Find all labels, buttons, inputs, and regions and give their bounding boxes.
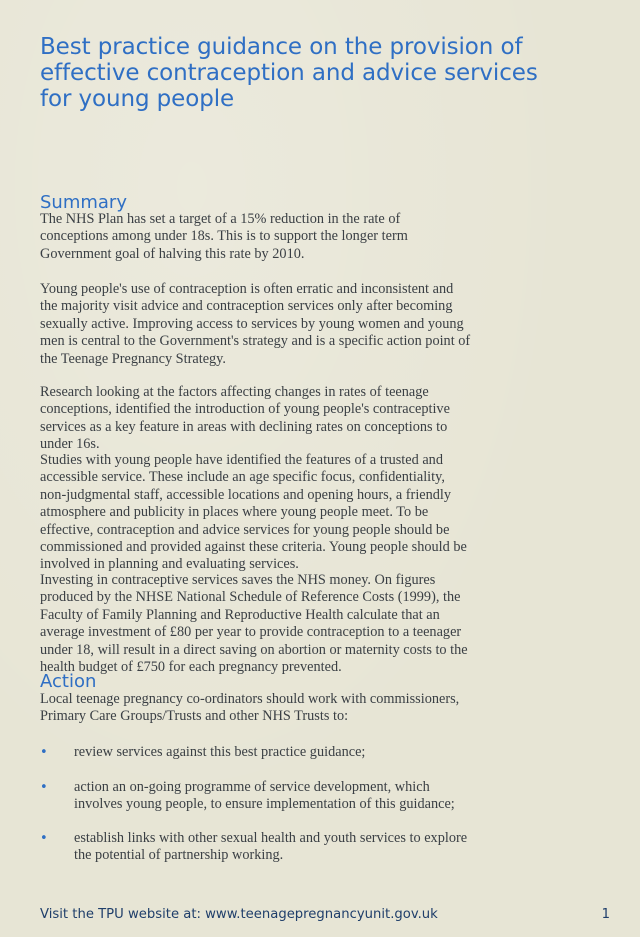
bullet-icon: • <box>40 831 48 846</box>
bullet-text: action an on-going programme of service development, which involves young people, to ensure implementation of this guidance; <box>74 779 455 813</box>
title-line-1: Best practice guidance on the provision of <box>40 34 523 60</box>
summary-paragraph-2: Young people's use of contraception is often erratic and inconsistent and the majority visit advice and contraception services only after becoming sexually active. Improving access to services by young women and young men is central to the Government's strategy and is a specific action point of the Teenage Pregnancy Strategy. <box>40 281 471 367</box>
summary-heading: Summary <box>40 192 127 213</box>
action-bullet-item <box>40 779 480 814</box>
bullet-text: establish links with other sexual health and youth services to explore the potential of partnership working. <box>74 830 468 864</box>
summary-paragraph-3: Research looking at the factors affecting changes in rates of teenage conceptions, identified the introduction of young people's contraceptive services as a key feature in areas with declining rates on conceptions to under 16s. <box>40 384 450 453</box>
action-bullet-item <box>40 830 480 865</box>
bullet-text: review services against this best practice guidance; <box>74 744 366 760</box>
title-line-2: effective contraception and advice services <box>40 60 538 86</box>
page-number: 1 <box>601 907 610 922</box>
summary-paragraph-1: The NHS Plan has set a target of a 15% reduction in the rate of conceptions among under 18s. This is to support the longer term Government goal of halving this rate by 2010. <box>40 211 408 262</box>
document-title <box>40 34 600 112</box>
summary-paragraph-4: Studies with young people have identified the features of a trusted and accessible service. These include an age specific focus, confidentiality, non-judgmental staff, accessible locations and opening hours, a friendly atmosphere and publicity in places where young people meet. To be effective, contraception and advice services for young people should be commissioned and provided against these criteria. Young people should be involved in planning and evaluating services. <box>40 452 467 573</box>
bullet-icon: • <box>40 780 48 795</box>
action-heading: Action <box>40 671 97 692</box>
footer-website-link[interactable]: Visit the TPU website at: www.teenagepregnancyunit.gov.uk <box>40 907 438 922</box>
bullet-icon: • <box>40 745 48 760</box>
title-line-3: for young people <box>40 86 235 112</box>
action-bullet-item <box>40 744 480 761</box>
action-intro: Local teenage pregnancy co-ordinators should work with commissioners, Primary Care Groups/Trusts and other NHS Trusts to: <box>40 691 460 725</box>
summary-paragraph-5: Investing in contraceptive services saves the NHS money. On figures produced by the NHSE National Schedule of Reference Costs (1999), the Faculty of Family Planning and Reproductive Health calculate that an average investment of £80 per year to provide contraception to a teenager under 18, will result in a direct saving on abortion or maternity costs to the health budget of £750 for each pregnancy prevented. <box>40 572 468 676</box>
